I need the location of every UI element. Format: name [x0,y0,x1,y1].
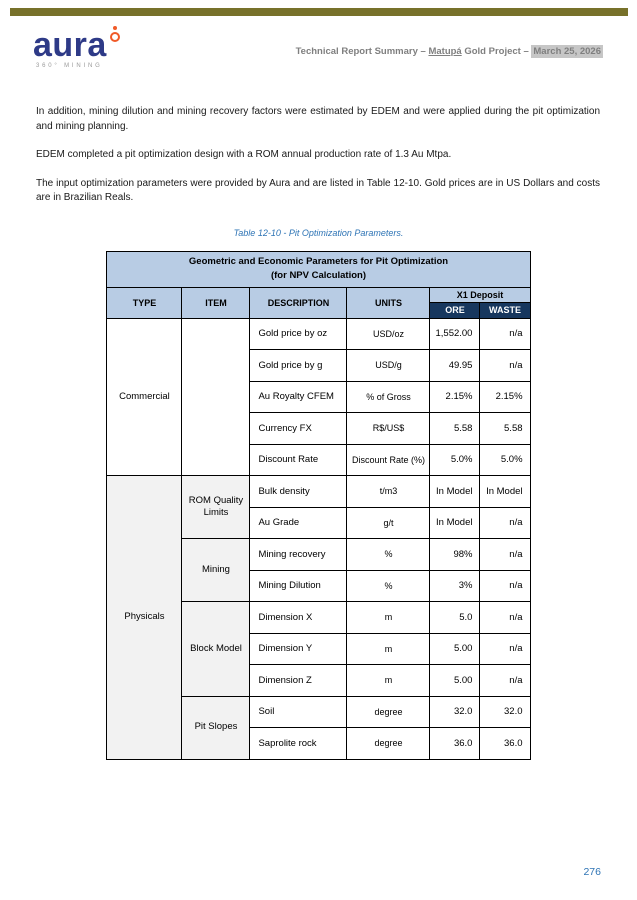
units-cell: Discount Rate (%) [347,444,430,476]
ore-cell: 3% [430,570,480,602]
paragraph-pit-design: EDEM completed a pit optimization design with a ROM annual production rate of 1.3 Au Mtpa. [36,149,452,160]
waste-cell: n/a [480,570,530,602]
ore-cell: 5.0 [430,602,480,634]
waste-cell: n/a [480,318,530,350]
ore-cell: In Model [430,507,480,539]
report-title-middle: Gold Project – [461,46,532,57]
description-cell: Dimension X [250,602,347,634]
ore-cell: 32.0 [430,696,480,728]
waste-cell: 5.58 [480,413,530,445]
ore-cell: In Model [430,476,480,508]
description-cell: Dimension Y [250,633,347,665]
waste-cell: n/a [480,507,530,539]
description-cell: Saprolite rock [250,728,347,760]
item-cell [182,318,250,476]
ore-cell: 1,552.00 [430,318,480,350]
ore-cell: 5.00 [430,665,480,697]
column-header-ore: ORE [430,302,480,318]
ore-cell: 5.0% [430,444,480,476]
paragraph-input-parameters: The input optimization parameters were provided by Aura and are listed in Table 12-10. Gold prices are in US Dollars and costs are in Brazilian Reals. [36,177,600,203]
table-title-line2: (for NPV Calculation) [270,270,366,281]
report-title-highlighted-date: March 25, 2026 [533,46,601,57]
ore-cell: 2.15% [430,381,480,413]
ore-cell: 36.0 [430,728,480,760]
table-row [107,318,530,350]
description-cell: Soil [250,696,347,728]
description-cell: Au Grade [250,507,347,539]
column-header-description: DESCRIPTION [250,287,347,318]
waste-cell: 2.15% [480,381,530,413]
units-cell: USD/g [347,350,430,382]
column-header-waste: WASTE [480,302,530,318]
aura-sun-icon [110,26,120,42]
page-number: 276 [583,866,601,878]
page-body [0,105,637,206]
paragraph-dilution-recovery: In addition, mining dilution and mining recovery factors were estimated by EDEM and were applied during the pit optimization and mining planning. [36,106,600,132]
table-title-line1: Geometric and Economic Parameters for Pit Optimization [188,256,449,268]
waste-cell: n/a [480,602,530,634]
units-cell: % of Gross [347,381,430,413]
column-header-type: TYPE [107,287,182,318]
type-cell: Commercial [107,318,182,476]
table-row [107,476,530,508]
units-cell: g/t [347,507,430,539]
table-header-row [107,287,530,302]
page-accent-bar [10,8,628,16]
ore-cell: 98% [430,539,480,571]
description-cell: Mining Dilution [250,570,347,602]
report-header-title [296,46,603,57]
item-cell: Mining [182,539,250,602]
pit-optimization-table [106,251,530,760]
table-caption: Table 12-10 - Pit Optimization Parameters. [233,227,404,238]
units-cell: % [347,570,430,602]
ore-cell: 5.00 [430,633,480,665]
units-cell: t/m3 [347,476,430,508]
report-title-inserted-text: Matupá [428,46,462,57]
report-title-prefix: Technical Report Summary – [295,46,429,57]
aura-logo [33,26,120,69]
table-title [107,251,530,287]
item-cell: Pit Slopes [182,696,250,759]
column-header-deposit: X1 Deposit [430,287,530,302]
column-header-item: ITEM [182,287,250,318]
waste-cell: n/a [480,633,530,665]
column-header-units: UNITS [347,287,430,318]
description-cell: Gold price by oz [250,318,347,350]
waste-cell: 5.0% [480,444,530,476]
waste-cell: n/a [480,350,530,382]
waste-cell: n/a [480,539,530,571]
description-cell: Bulk density [250,476,347,508]
units-cell: m [347,665,430,697]
description-cell: Mining recovery [250,539,347,571]
type-cell: Physicals [107,476,182,760]
description-cell: Dimension Z [250,665,347,697]
units-cell: USD/oz [347,318,430,350]
units-cell: % [347,539,430,571]
aura-logo-wordmark: aura [33,26,107,64]
table-body [107,318,530,759]
ore-cell: 49.95 [430,350,480,382]
units-cell: degree [347,696,430,728]
units-cell: m [347,633,430,665]
description-cell: Au Royalty CFEM [250,381,347,413]
waste-cell: In Model [480,476,530,508]
units-cell: R$/US$ [347,413,430,445]
aura-logo-tagline: 360° MINING [36,63,103,69]
units-cell: degree [347,728,430,760]
description-cell: Gold price by g [250,350,347,382]
units-cell: m [347,602,430,634]
waste-cell: 32.0 [480,696,530,728]
waste-cell: 36.0 [480,728,530,760]
ore-cell: 5.58 [430,413,480,445]
table-title-row [107,251,530,287]
description-cell: Currency FX [250,413,347,445]
item-cell: Block Model [182,602,250,697]
description-cell: Discount Rate [250,444,347,476]
waste-cell: n/a [480,665,530,697]
item-cell: ROM Quality Limits [182,476,250,539]
